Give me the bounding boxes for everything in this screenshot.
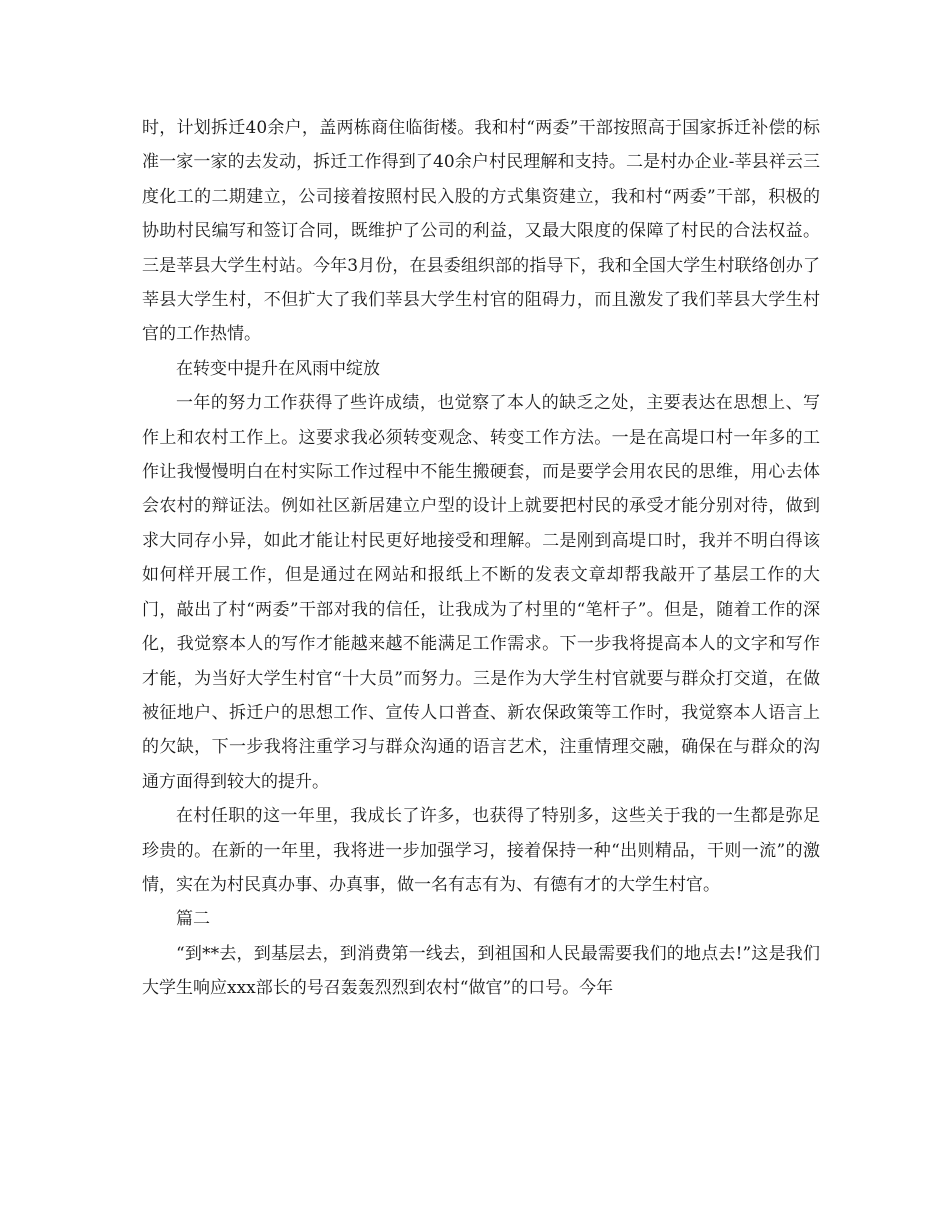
section-heading: 在转变中提升在风雨中绽放 [176,358,380,379]
section-heading: 篇二 [176,909,210,930]
body-paragraph: “到**去，到基层去，到消费第一线去，到祖国和人民最需要我们的地点去!”这是我们大学生响应xxx部长的号召轰轰烈烈到农村“做官”的口号。今年 [142,943,820,999]
document-page [142,111,820,1006]
body-paragraph: 时，计划拆迁40余户，盖两栋商住临街楼。我和村“两委”干部按照高于国家拆迁补偿的标准一家一家的去发动，拆迁工作得到了40余户村民理解和支持。二是村办企业-莘县祥云三度化工的二期建立，公司接着按照村民入股的方式集资建立，我和村“两委”干部，积极的协助村民编写和签订合同，既维护了公司的利益，又最大限度的保障了村民的合法权益。三是莘县大学生村站。今年3月份，在县委组织部的指导下，我和全国大学生村联络创办了莘县大学生村，不但扩大了我们莘县大学生村官的阻碍力，而且激发了我们莘县大学生村官的工作热情。 [142,118,820,345]
body-paragraph: 在村任职的这一年里，我成长了许多，也获得了特别多，这些关于我的一生都是弥足珍贵的。在新的一年里，我将进一步加强学习，接着保持一种“出则精品，干则一流”的激情，实在为村民真办事、办真事，做一名有志有为、有德有才的大学生村官。 [142,806,820,895]
body-paragraph: 一年的努力工作获得了些许成绩，也觉察了本人的缺乏之处，主要表达在思想上、写作上和农村工作上。这要求我必须转变观念、转变工作方法。一是在高堤口村一年多的工作让我慢慢明白在村实际工作过程中不能生搬硬套，而是要学会用农民的思维，用心去体会农村的辩证法。例如社区新居建立户型的设计上就要把村民的承受才能分别对待，做到求大同存小异，如此才能让村民更好地接受和理解。二是刚到高堤口时，我并不明白得该如何样开展工作，但是通过在网站和报纸上不断的发表文章却帮我敲开了基层工作的大门，敲出了村“两委”干部对我的信任，让我成为了村里的“笔杆子”。但是，随着工作的深化，我觉察本人的写作才能越来越不能满足工作需求。下一步我将提高本人的文字和写作才能，为当好大学生村官“十大员”而努力。三是作为大学生村官就要与群众打交道，在做被征地户、拆迁户的思想工作、宣传人口普查、新农保政策等工作时，我觉察本人语言上的欠缺，下一步我将注重学习与群众沟通的语言艺术，注重情理交融，确保在与群众的沟通方面得到较大的提升。 [142,393,820,792]
